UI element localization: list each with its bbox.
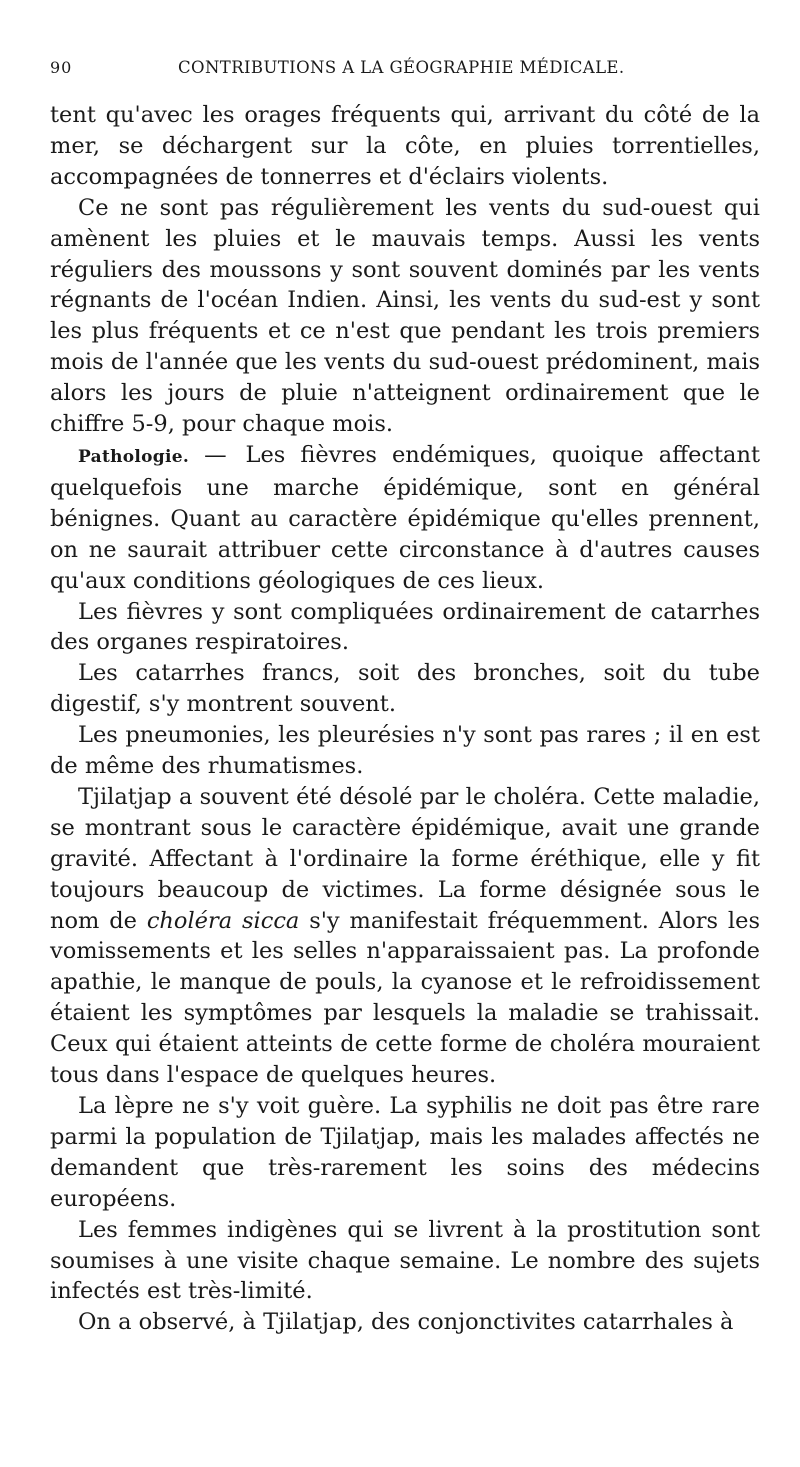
page bbox=[50, 56, 760, 1338]
italic-term: choléra sicca bbox=[146, 907, 300, 934]
em-dash: — bbox=[204, 441, 227, 468]
page-number: 90 bbox=[50, 58, 73, 77]
paragraph-cholera-part-2: s'y manifestait fréquemment. Alors les vomissements et les selles n'apparaissaient pas. La profonde apathie, le manque de pouls, la cyanose et le refroidissement étaient les symptômes par lesquels la maladie se trahissait. Ceux qui étaient atteints de cette forme de choléra mouraient tous dans l'espace de quelques heures. bbox=[50, 907, 760, 1089]
paragraph-cholera-part-1: Tjilatjap a souvent été désolé par le choléra. Cette maladie, se montrant sous le caractère épidémique, avait une grande gravité. Affectant à l'ordinaire la forme éréthique, elle y fit toujours beaucoup de victimes. La forme désignée sous le nom de bbox=[50, 783, 760, 934]
paragraph-9: Les femmes indigènes qui se livrent à la prostitution sont soumises à une visite chaque semaine. Le nombre des sujets infectés est très-limité. bbox=[50, 1216, 760, 1305]
paragraph-8: La lèpre ne s'y voit guère. La syphilis ne doit pas être rare parmi la population de Tjilatjap, mais les malades affectés ne demandent que très-rarement les soins des médecins européens. bbox=[50, 1093, 760, 1212]
paragraph-10: On a observé, à Tjilatjap, des conjonctivites catarrhales à bbox=[78, 1309, 734, 1336]
paragraph-4: Les fièvres y sont compliquées ordinairement de catarrhes des organes respiratoires. bbox=[50, 598, 760, 656]
paragraph-pathologie-text: Les fièvres endémiques, quoique affectant quelquefois une marche épidémique, sont en général bénignes. Quant au caractère épidémique qu'elles prennent, on ne saurait attribuer cette circonstance à d'autres causes qu'aux conditions géologiques de ces lieux. bbox=[50, 441, 761, 594]
section-label-pathologie: Pathologie. bbox=[78, 446, 190, 467]
paragraph-2: Ce ne sont pas régulièrement les vents du sud-ouest qui amènent les pluies et le mauvais temps. Aussi les vents réguliers des moussons y sont souvent dominés par les vents régnants de l'océan Indien. Ainsi, les vents du sud-est y sont les plus fréquents et ce n'est que pendant les trois premiers mois de l'année que les vents du sud-ouest prédominent, mais alors les jours de pluie n'atteignent ordinairement que le chiffre 5-9, pour chaque mois. bbox=[50, 194, 760, 438]
paragraph-cholera bbox=[50, 782, 760, 1091]
paragraph-6: Les pneumonies, les pleurésies n'y sont pas rares ; il en est de même des rhumatismes. bbox=[50, 722, 760, 780]
running-title: CONTRIBUTIONS A LA GÉOGRAPHIE MÉDICALE. bbox=[178, 58, 625, 77]
paragraph-1: tent qu'avec les orages fréquents qui, arrivant du côté de la mer, se déchargent sur la côte, en pluies torrentielles, accompagnées de tonnerres et d'éclairs violents. bbox=[50, 102, 760, 190]
page-header bbox=[50, 56, 760, 82]
paragraph-5: Les catarrhes francs, soit des bronches, soit du tube digestif, s'y montrent souvent. bbox=[50, 660, 760, 718]
paragraph-pathologie bbox=[50, 440, 760, 597]
body-text bbox=[50, 100, 760, 1338]
